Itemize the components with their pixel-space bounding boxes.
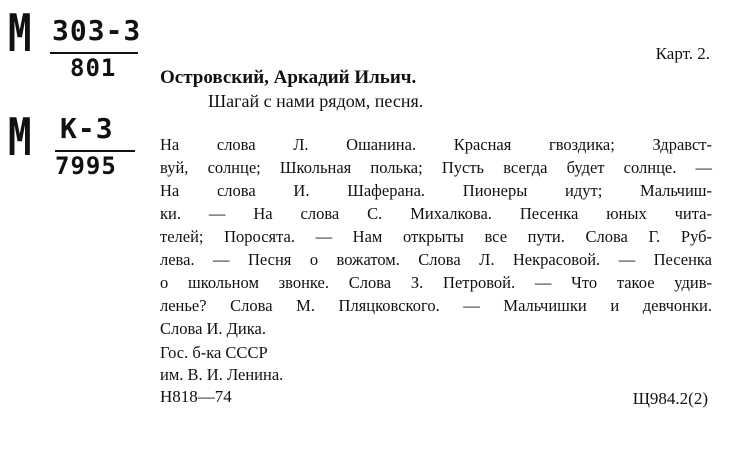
contents-line: лева. — Песня о вожатом. Слова Л. Некрасовой. — Песенка <box>160 250 712 269</box>
contents-note <box>160 133 712 340</box>
shelfmark-bottom-letter: М <box>8 108 33 168</box>
contents-line: Слова И. Дика. <box>160 319 266 338</box>
shelfmark-top-sub: 801 <box>70 54 117 82</box>
card-control-number: Н818—74 <box>160 387 232 406</box>
contents-line: о школьном звонке. Слова З. Петровой. — Что такое удив- <box>160 273 712 292</box>
contents-line: телей; Поросята. — Нам открыты все пути. Слова Г. Руб- <box>160 227 712 246</box>
contents-line: ленье? Слова М. Пляцковского. — Мальчишки и девчонки. <box>160 296 712 315</box>
contents-line: На слова Л. Ошанина. Красная гвоздика; Здравст- <box>160 135 712 154</box>
classification-index: Щ984.2(2) <box>632 389 708 408</box>
shelfmark-bottom-number: К-3 <box>60 112 114 145</box>
author-heading: Островский, Аркадий Ильич. <box>160 67 417 88</box>
card-number: Карт. 2. <box>655 44 710 63</box>
contents-line: ки. — На слова С. Михалкова. Песенка юных чита- <box>160 204 712 223</box>
library-name: Гос. б-ка СССР <box>160 343 268 362</box>
shelfmark-top-number: 303-3 <box>52 14 142 47</box>
shelfmark-top-letter: М <box>8 4 33 64</box>
contents-line: вуй, солнце; Школьная полька; Пусть всегда будет солнце. — <box>160 158 712 177</box>
shelfmark-bottom-sub: 7995 <box>55 152 117 180</box>
work-title: Шагай с нами рядом, песня. <box>208 91 424 111</box>
library-name-line2: им. В. И. Ленина. <box>160 365 284 384</box>
contents-line: На слова И. Шаферана. Пионеры идут; Мальчиш- <box>160 181 712 200</box>
